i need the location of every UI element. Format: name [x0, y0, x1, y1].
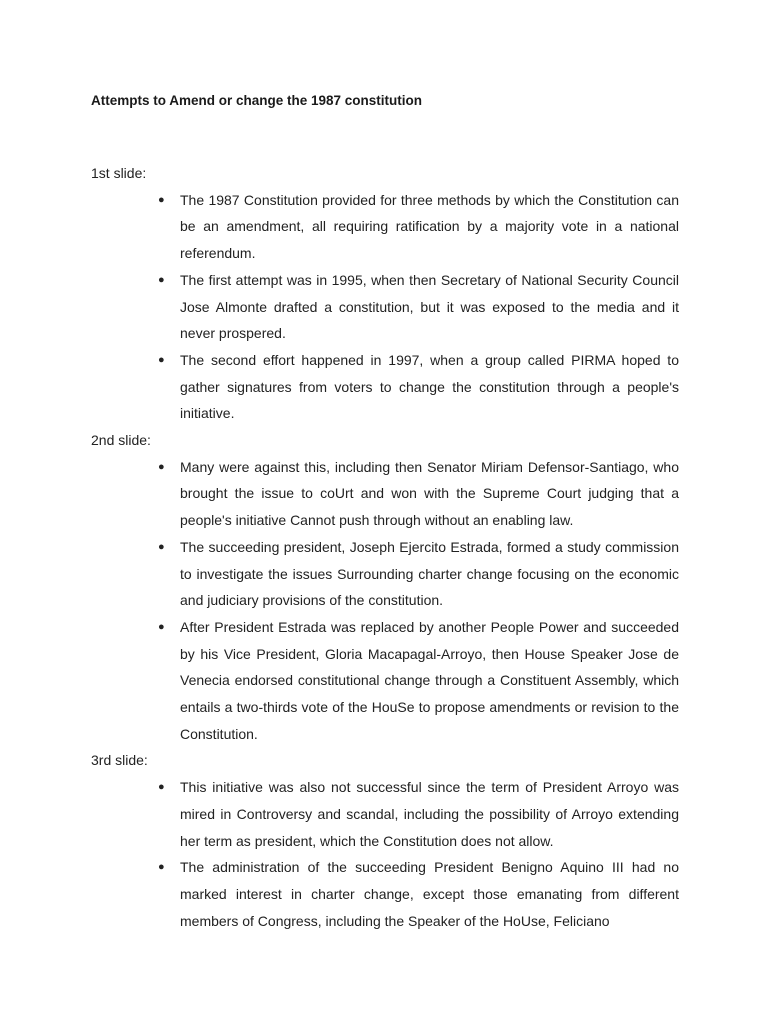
bullet-text: After President Estrada was replaced by another People Power and succeeded by his Vice President, Gloria Macapagal-Arroyo, then House Speaker Jose de Venecia endorsed constitutional change through a Constituent Assembly, which entails a two-thirds vote of the HouSe to propose amendments or revision to the Constitution.	[180, 618, 679, 742]
bullet-icon: ●	[158, 193, 165, 206]
slide-label: 2nd slide:	[91, 432, 151, 449]
bullet-icon: ●	[158, 273, 165, 286]
bullet-item	[91, 454, 679, 534]
bullet-icon: ●	[158, 861, 165, 874]
document-body	[91, 160, 679, 934]
bullet-icon: ●	[158, 781, 165, 794]
bullet-item	[91, 267, 679, 347]
bullet-item	[91, 614, 679, 748]
bullet-list	[91, 774, 679, 934]
document-title: Attempts to Amend or change the 1987 constitution	[91, 93, 423, 108]
bullet-item	[91, 187, 679, 267]
bullet-icon: ●	[158, 620, 165, 633]
bullet-icon: ●	[158, 460, 165, 473]
bullet-icon: ●	[158, 540, 165, 553]
slide-label: 1st slide:	[91, 165, 147, 181]
bullet-icon: ●	[158, 353, 165, 366]
slide-label: 3rd slide:	[91, 752, 148, 769]
bullet-list	[91, 187, 679, 427]
bullet-text: The succeeding president, Joseph Ejercito Estrada, formed a study commission to investigate the issues Surrounding charter change focusing on the economic and judiciary provisions of the constitution.	[180, 538, 679, 609]
bullet-text: The 1987 Constitution provided for three methods by which the Constitution can be an amendment, all requiring ratification by a majority vote in a national referendum.	[180, 191, 679, 262]
bullet-text: The second effort happened in 1997, when a group called PIRMA hoped to gather signatures from voters to change the constitution through a people's initiative.	[180, 351, 679, 422]
bullet-item	[91, 854, 679, 934]
bullet-item	[91, 347, 679, 427]
bullet-text: Many were against this, including then Senator Miriam Defensor-Santiago, who brought the issue to coUrt and won with the Supreme Court judging that a people's initiative Cannot push through without an enabling law.	[180, 458, 679, 529]
bullet-text: The first attempt was in 1995, when then Secretary of National Security Council Jose Almonte drafted a constitution, but it was exposed to the media and it never prospered.	[180, 271, 679, 342]
bullet-list	[91, 454, 679, 748]
bullet-text: The administration of the succeeding President Benigno Aquino III had no marked interest in charter change, except those emanating from different members of Congress, including the Speaker of the HoUse, Feliciano	[180, 859, 679, 929]
bullet-text: This initiative was also not successful since the term of President Arroyo was mired in Controversy and scandal, including the possibility of Arroyo extending her term as president, which the Constitution does not allow.	[180, 779, 679, 849]
bullet-item	[91, 774, 679, 854]
bullet-item	[91, 534, 679, 614]
